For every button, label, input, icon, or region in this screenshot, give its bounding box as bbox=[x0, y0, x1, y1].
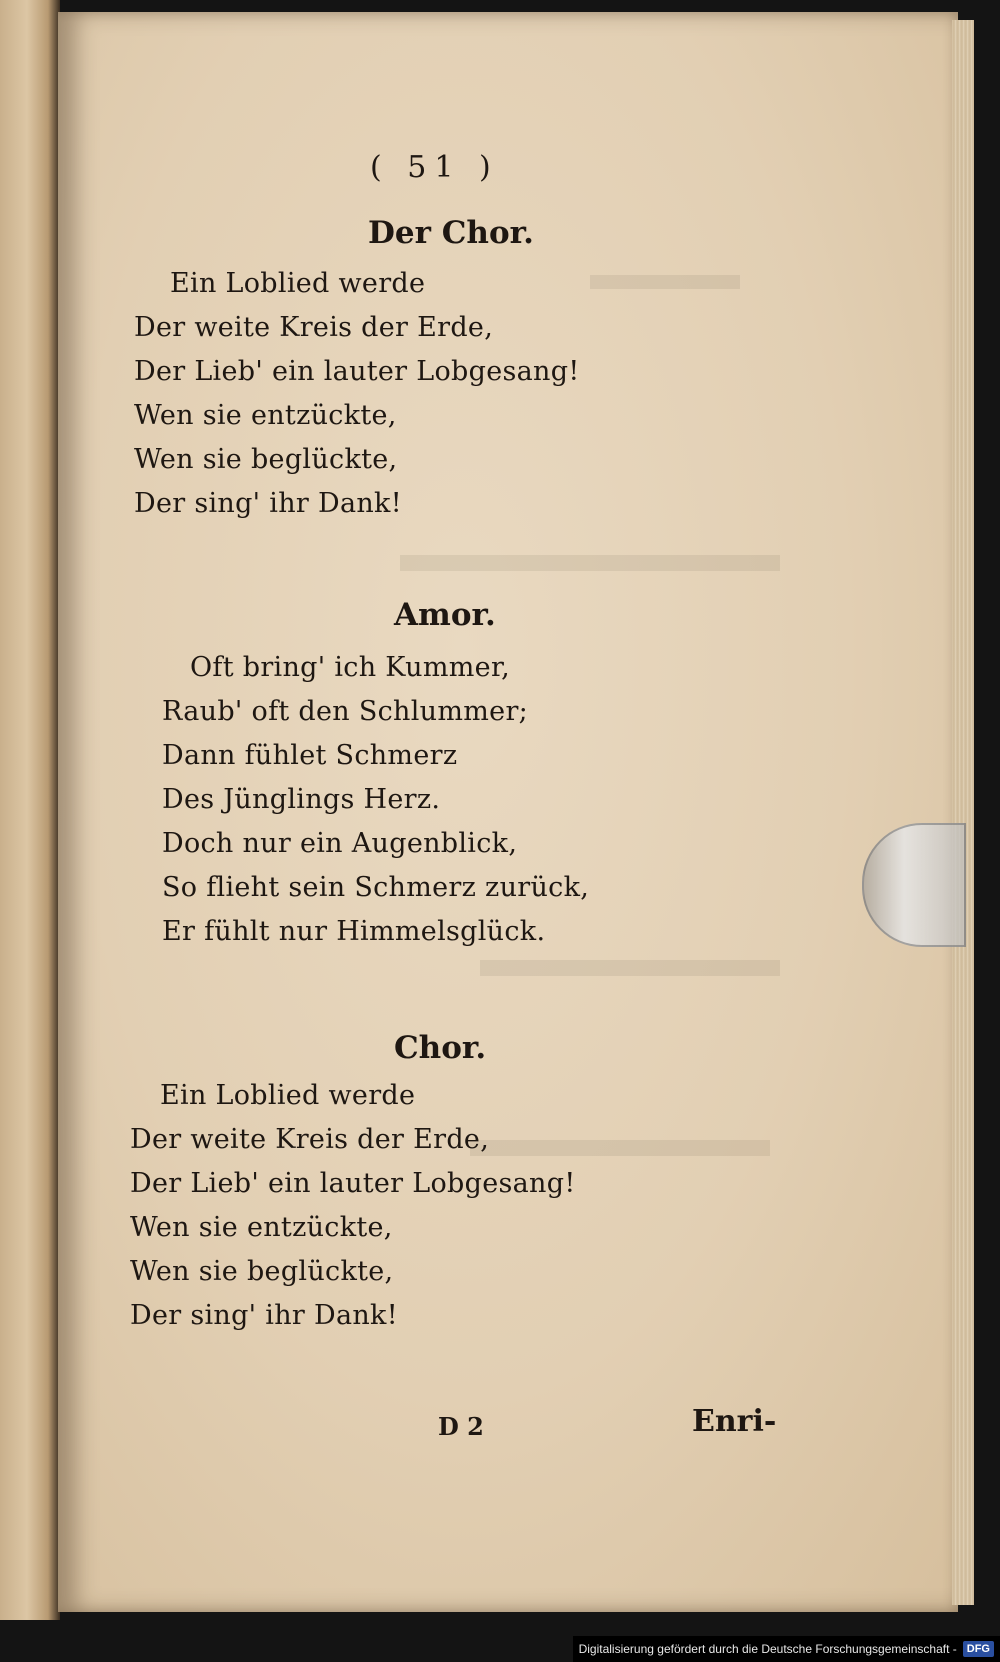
verse-line: Der weite Kreis der Erde, bbox=[130, 1124, 490, 1155]
show-through-smudge bbox=[470, 1140, 770, 1156]
catchword: Enri- bbox=[692, 1404, 777, 1439]
verse-line: Der sing' ihr Dank! bbox=[134, 488, 402, 519]
digitization-footer bbox=[573, 1636, 1000, 1662]
verse-line: Ein Loblied werde bbox=[170, 268, 426, 299]
verse-line: Oft bring' ich Kummer, bbox=[190, 652, 511, 683]
signature-mark: D 2 bbox=[438, 1412, 484, 1441]
verse-line: Wen sie beglückte, bbox=[134, 444, 398, 475]
verse-line: Der weite Kreis der Erde, bbox=[134, 312, 494, 343]
verse-line: Wen sie beglückte, bbox=[130, 1256, 394, 1287]
page-number: ( 51 ) bbox=[370, 150, 499, 185]
verse-line: Der Lieb' ein lauter Lobgesang! bbox=[134, 356, 580, 387]
verse-line: Der Lieb' ein lauter Lobgesang! bbox=[130, 1168, 576, 1199]
verse-line: Wen sie entzückte, bbox=[130, 1212, 393, 1243]
verse-line: Raub' oft den Schlummer; bbox=[162, 696, 529, 727]
facing-page-edge bbox=[0, 0, 60, 1620]
verse-line: Dann fühlet Schmerz bbox=[162, 740, 458, 771]
show-through-smudge bbox=[590, 275, 740, 289]
page-clip bbox=[862, 823, 966, 947]
verse-line: Er fühlt nur Himmelsglück. bbox=[162, 916, 546, 947]
verse-line: So flieht sein Schmerz zurück, bbox=[162, 872, 590, 903]
section-heading: Chor. bbox=[394, 1030, 487, 1066]
dfg-logo: DFG bbox=[963, 1641, 994, 1657]
footer-credit: Digitalisierung gefördert durch die Deutsche Forschungsgemeinschaft - bbox=[578, 1642, 957, 1656]
show-through-smudge bbox=[400, 555, 780, 571]
page-stack-edge bbox=[952, 20, 974, 1605]
verse-line: Doch nur ein Augenblick, bbox=[162, 828, 518, 859]
verse-line: Wen sie entzückte, bbox=[134, 400, 397, 431]
verse-line: Ein Loblied werde bbox=[160, 1080, 416, 1111]
verse-line: Der sing' ihr Dank! bbox=[130, 1300, 398, 1331]
section-heading: Der Chor. bbox=[368, 215, 534, 251]
section-heading: Amor. bbox=[394, 597, 496, 633]
show-through-smudge bbox=[480, 960, 780, 976]
verse-line: Des Jünglings Herz. bbox=[162, 784, 441, 815]
